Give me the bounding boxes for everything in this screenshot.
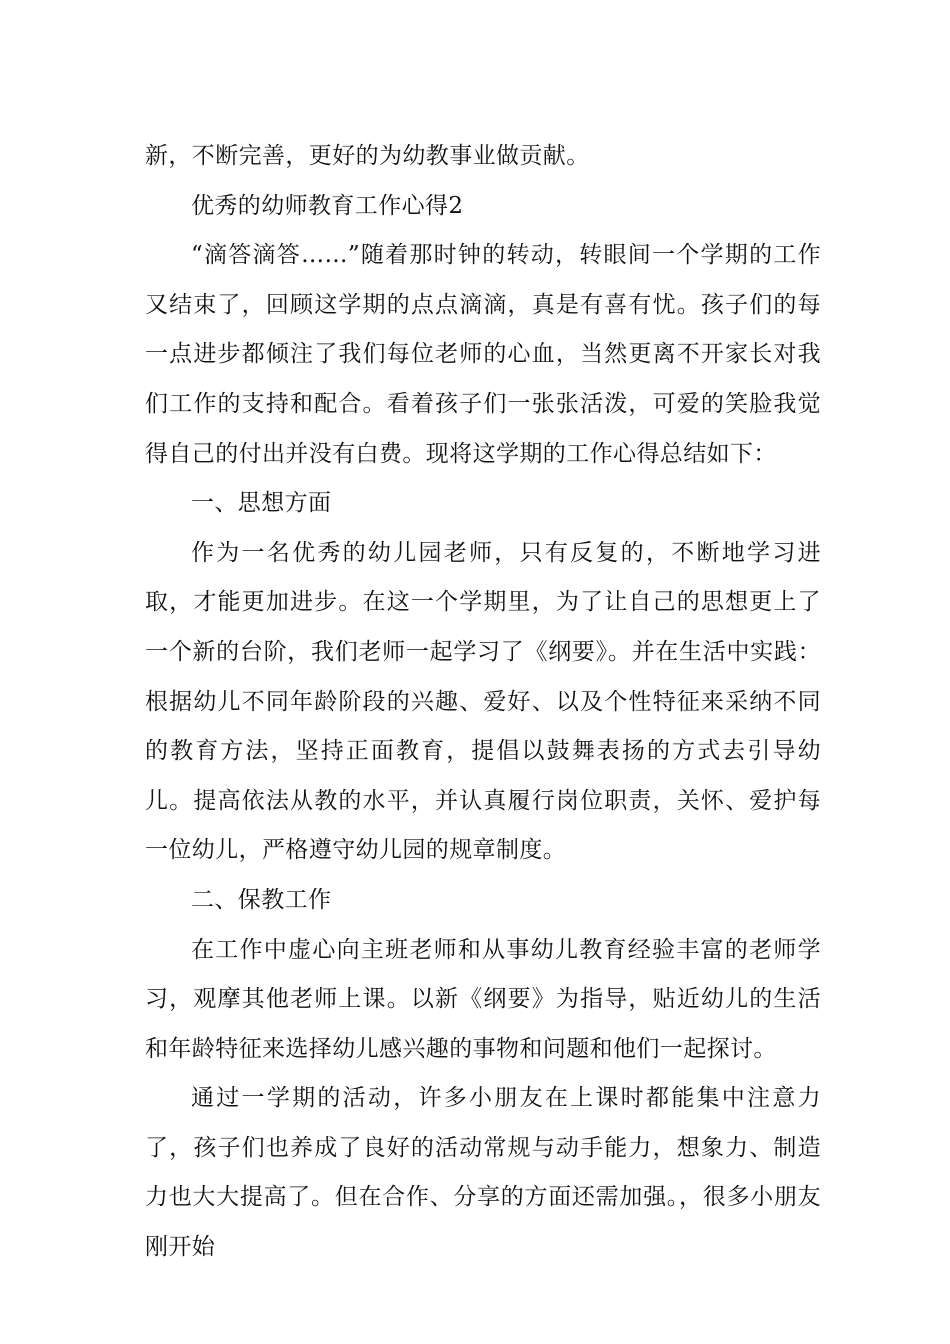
paragraph-continuation: 新，不断完善，更好的为幼教事业做贡献。 (145, 143, 590, 169)
paragraph-activities: 通过一学期的活动，许多小朋友在上课时都能集中注意力了，孩子们也养成了良好的活动常规与动手能力，想象力、制造力也大大提高了。但在合作、分享的方面还需加强。，很多小朋友刚开始 (145, 1085, 821, 1261)
document-body (145, 132, 821, 1273)
paragraph-care-education: 在工作中虚心向主班老师和从事幼儿教育经验丰富的老师学习，观摩其他老师上课。以新《纲要》为指导，贴近幼儿的生活和年龄特征来选择幼儿感兴趣的事物和问题和他们一起探讨。 (145, 936, 821, 1062)
paragraph-intro: “滴答滴答……”随着那时钟的转动，转眼间一个学期的工作又结束了，回顾这学期的点点滴滴，真是有喜有忧。孩子们的每一点进步都倾注了我们每位老师的心血，当然更离不开家长对我们工作的支持和配合。看着孩子们一张张活泼，可爱的笑脸我觉得自己的付出并没有白费。现将这学期的工作心得总结如下： (145, 242, 821, 467)
paragraph-thought: 作为一名优秀的幼儿园老师，只有反复的，不断地学习进取，才能更加进步。在这一个学期里，为了让自己的思想更上了一个新的台阶，我们老师一起学习了《纲要》。并在生活中实践：根据幼儿不同年龄阶段的兴趣、爱好、以及个性特征来采纳不同的教育方法，坚持正面教育，提倡以鼓舞表扬的方式去引导幼儿。提高依法从教的水平，并认真履行岗位职责，关怀、爱护每一位幼儿，严格遵守幼儿园的规章制度。 (145, 539, 821, 864)
heading-thought: 一、思想方面 (191, 490, 332, 517)
heading-care-education: 二、保教工作 (191, 886, 332, 913)
section-title: 优秀的幼师教育工作心得2 (191, 192, 464, 219)
